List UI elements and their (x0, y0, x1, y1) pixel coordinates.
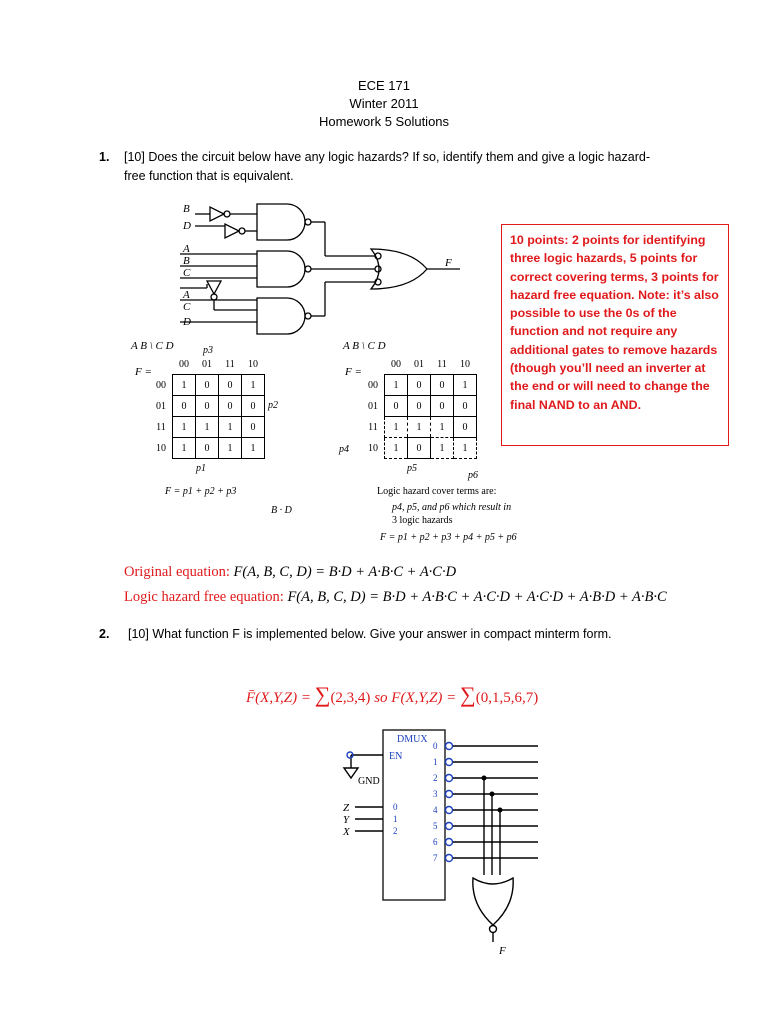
q2-sel-0: 0 (393, 802, 398, 812)
kmap-left-equation: F = p1 + p2 + p3 (165, 486, 237, 497)
kmap-left-col: 10 (248, 358, 258, 370)
kmap-left-corner: A B \ C D (131, 340, 174, 352)
kmap-right-col: 11 (437, 358, 447, 370)
kmap-right-cell: 0 (454, 417, 477, 438)
q2-answer (246, 682, 538, 708)
kmap-right-equation: F = p1 + p2 + p3 + p4 + p5 + p6 (380, 532, 517, 543)
q2-out-6: 6 (433, 837, 438, 847)
q2-answer-mid1: (2,3,4) (330, 690, 371, 706)
kmap-left-cell: 1 (242, 438, 265, 459)
kmap-left-row: 01 (156, 400, 166, 412)
kmap-left-cell: 1 (242, 375, 265, 396)
kmap-left-cell: 1 (219, 417, 242, 438)
kmap-left-row: 00 (156, 379, 166, 391)
kmap-right-p4: p4 (339, 444, 349, 455)
kmap-right-row: 01 (368, 400, 378, 412)
original-equation-line (124, 564, 456, 581)
q2-answer-so: so (370, 690, 392, 706)
original-equation: F(A, B, C, D) = B·D + A·B·C + A·C·D (233, 564, 457, 580)
q2-text: [10] What function F is implemented below. Give your answer in compact minterm form. (128, 627, 612, 641)
q1-text (124, 148, 724, 186)
kmap-left-cell: 1 (173, 438, 196, 459)
kmap-left-cell: 0 (173, 396, 196, 417)
q2-en-label: EN (389, 751, 403, 762)
q1-output-f: F (445, 257, 452, 269)
kmap-right-p5: p5 (407, 463, 417, 474)
kmap-right-cell: 0 (431, 375, 454, 396)
kmap-left-row: 10 (156, 442, 166, 454)
kmap-left-cell: 0 (196, 375, 219, 396)
q1-input-c2: C (183, 301, 191, 313)
kmap-left-cell: 0 (196, 396, 219, 417)
kmap-left-grid (150, 354, 265, 459)
q2-demux-circuit (333, 720, 553, 960)
kmap-left-side-term: B · D (271, 505, 292, 516)
kmap-right-cell: 1 (454, 438, 477, 459)
q2-sel-1: 1 (393, 814, 398, 824)
course-title: ECE 171 (357, 78, 411, 93)
q2-answer-rhs: F(X,Y,Z) = (391, 690, 461, 706)
kmap-left-col: 00 (179, 358, 189, 370)
kmap-right-caption2: p4, p5, and p6 which result in (392, 502, 512, 513)
kmap-right-cell: 0 (408, 438, 431, 459)
q2-answer-mid2: (0,1,5,6,7) (475, 690, 539, 706)
q1-input-a: A (183, 243, 190, 255)
kmap-right-caption1: Logic hazard cover terms are: (377, 486, 497, 497)
hazard-free-equation-line (124, 589, 667, 606)
kmap-right-cell: 0 (385, 396, 408, 417)
q2-out-1: 1 (433, 757, 438, 767)
kmap-left-col: 01 (202, 358, 212, 370)
q2-answer-lhs: F̄(X,Y,Z) = (246, 690, 315, 706)
q2-output-f: F (499, 945, 506, 957)
q2-out-4: 4 (433, 805, 438, 815)
q2-out-0: 0 (433, 741, 438, 751)
q1-input-d2: D (183, 316, 191, 328)
q2-number: 2. (99, 627, 110, 641)
kmap-left-row: 11 (156, 421, 166, 433)
kmap-right-corner: A B \ C D (343, 340, 386, 352)
kmap-right-cell: 1 (385, 375, 408, 396)
q2-out-7: 7 (433, 853, 438, 863)
page-title: Homework 5 Solutions (318, 114, 450, 129)
kmap-right-caption3: 3 logic hazards (392, 515, 453, 526)
q2-dmux-label: DMUX (397, 734, 428, 745)
kmap-right-cell: 0 (408, 375, 431, 396)
q1-input-b2: B (183, 255, 190, 267)
kmap-right-cell: 1 (385, 438, 408, 459)
kmap-right-row: 10 (368, 442, 378, 454)
q1-number: 1. (99, 150, 110, 164)
kmap-right-grid (362, 354, 477, 459)
original-equation-label: Original equation: (124, 564, 230, 580)
q1-input-c: C (183, 267, 191, 279)
kmap-right-cell: 1 (431, 438, 454, 459)
kmap-left-cell: 0 (242, 396, 265, 417)
q2-input-y: Y (343, 814, 350, 826)
kmap-right-row: 00 (368, 379, 378, 391)
kmap-left-cell: 1 (173, 417, 196, 438)
hazard-free-equation: F(A, B, C, D) = B·D + A·B·C + A·C·D + A·C·D + A·B·D + A·B·C (287, 589, 667, 605)
term: Winter 2011 (349, 96, 419, 111)
kmap-right-col: 01 (414, 358, 424, 370)
q2-input-x: X (343, 826, 350, 838)
kmap-right-cell: 1 (385, 417, 408, 438)
q2-sel-2: 2 (393, 826, 398, 836)
kmap-right-f-label: F = (345, 366, 362, 378)
kmap-left-p2: p2 (268, 400, 278, 411)
kmap-right-cell: 0 (454, 396, 477, 417)
q1-text-line2: free function that is equivalent. (124, 169, 294, 183)
kmap-left-cell: 1 (219, 438, 242, 459)
kmap-right-col: 10 (460, 358, 470, 370)
kmap-right-row: 11 (368, 421, 378, 433)
kmap-left-cell: 1 (173, 375, 196, 396)
kmap-right-cell: 0 (431, 396, 454, 417)
kmap-left-p1: p1 (196, 463, 206, 474)
kmap-right-cell: 1 (408, 417, 431, 438)
sum-symbol-2: ∑ (460, 682, 476, 707)
kmap-left-p3: p3 (203, 345, 213, 356)
kmap-right-cell: 1 (431, 417, 454, 438)
kmap-left-cell: 0 (242, 417, 265, 438)
hazard-free-equation-label: Logic hazard free equation: (124, 589, 284, 605)
q1-circuit-diagram (175, 196, 465, 336)
kmap-left-cell: 0 (196, 438, 219, 459)
kmap-right-p6: p6 (468, 470, 478, 481)
sum-symbol-1: ∑ (314, 682, 331, 707)
q2-input-z: Z (343, 802, 350, 814)
grading-note: 10 points: 2 points for identifying three logic hazards, 5 points for correct covering terms, 3 points for hazard free equation. Note: it’s also possible to use the 0s of the function and not require any additional gates to remove hazards (though you’ll need an inverter at the end or will need to change the final NAND to an AND. (501, 224, 729, 446)
kmap-left-col: 11 (225, 358, 235, 370)
kmap-right-cell: 0 (408, 396, 431, 417)
q2-out-3: 3 (433, 789, 438, 799)
q2-out-5: 5 (433, 821, 438, 831)
q1-text-line1: [10] Does the circuit below have any logic hazards? If so, identify them and give a logic hazard- (124, 150, 650, 164)
kmap-right-cell: 1 (454, 375, 477, 396)
kmap-left-cell: 0 (219, 375, 242, 396)
kmap-left-f-label: F = (135, 366, 152, 378)
kmap-right-col: 00 (391, 358, 401, 370)
q2-gnd-label: GND (358, 776, 380, 787)
q2-out-2: 2 (433, 773, 438, 783)
q1-input-a2: A (183, 289, 190, 301)
q1-input-d: D (183, 220, 191, 232)
kmap-left-cell: 0 (219, 396, 242, 417)
kmap-left-cell: 1 (196, 417, 219, 438)
q1-input-b: B (183, 203, 190, 215)
